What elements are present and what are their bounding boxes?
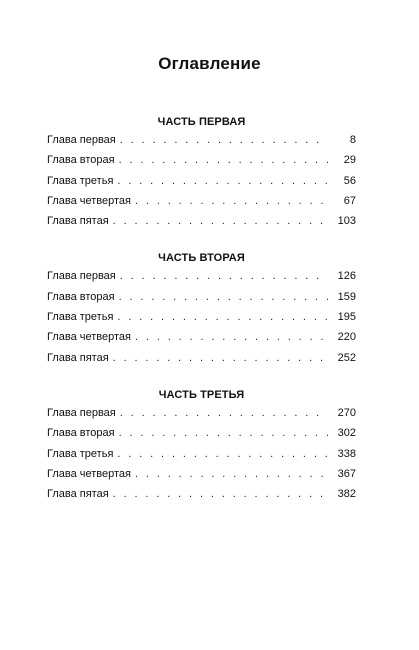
page-number: 382 xyxy=(337,488,356,501)
page-number: 252 xyxy=(337,351,356,364)
toc-entry[interactable] xyxy=(47,331,356,351)
page-number: 159 xyxy=(337,290,356,303)
page-number: 302 xyxy=(337,427,356,440)
page-number: 103 xyxy=(337,215,356,228)
page-title: Оглавление xyxy=(158,54,261,73)
dot-leader xyxy=(135,331,328,344)
dot-leader xyxy=(119,427,328,440)
chapter-title: Глава третья xyxy=(47,311,114,324)
page-number: 29 xyxy=(343,154,356,167)
dot-leader xyxy=(117,448,328,461)
toc-entry[interactable] xyxy=(47,311,356,331)
chapter-list xyxy=(47,270,356,371)
chapter-title: Глава первая xyxy=(47,270,116,283)
toc-entry[interactable] xyxy=(47,291,356,311)
toc-entry[interactable] xyxy=(47,175,356,195)
table-of-contents xyxy=(47,116,356,508)
dot-leader xyxy=(135,195,328,208)
chapter-title: Глава третья xyxy=(47,447,114,460)
chapter-list xyxy=(47,134,356,235)
dot-leader xyxy=(117,311,328,324)
page-number: 220 xyxy=(337,331,356,344)
part-2 xyxy=(47,252,356,371)
chapter-title: Глава четвертая xyxy=(47,194,131,207)
toc-entry[interactable] xyxy=(47,352,356,372)
dot-leader xyxy=(113,215,328,228)
toc-entry[interactable] xyxy=(47,488,356,508)
toc-entry[interactable] xyxy=(47,427,356,447)
page-number: 126 xyxy=(337,270,356,283)
chapter-title: Глава вторая xyxy=(47,154,115,167)
page-number: 270 xyxy=(337,406,356,419)
part-3 xyxy=(47,389,356,508)
chapter-title: Глава первая xyxy=(47,134,116,146)
toc-entry[interactable] xyxy=(47,195,356,215)
page-number: 195 xyxy=(337,311,356,324)
dot-leader xyxy=(135,468,328,481)
dot-leader xyxy=(120,270,328,283)
part-title: ЧАСТЬ ВТОРАЯ xyxy=(158,252,245,265)
part-title: ЧАСТЬ ТРЕТЬЯ xyxy=(158,388,245,401)
part-1 xyxy=(47,116,356,235)
toc-entry[interactable] xyxy=(47,215,356,235)
dot-leader xyxy=(119,154,328,167)
chapter-title: Глава четвертая xyxy=(47,331,131,344)
toc-entry[interactable] xyxy=(47,468,356,488)
dot-leader xyxy=(120,134,328,147)
dot-leader xyxy=(120,407,328,420)
chapter-title: Глава четвертая xyxy=(47,467,131,480)
dot-leader xyxy=(113,352,328,365)
dot-leader xyxy=(119,291,328,304)
dot-leader xyxy=(117,175,328,188)
page-number: 338 xyxy=(337,447,356,460)
page-number: 367 xyxy=(337,467,356,480)
chapter-title: Глава пятая xyxy=(47,351,109,364)
chapter-title: Глава вторая xyxy=(47,290,115,303)
chapter-title: Глава пятая xyxy=(47,215,109,228)
toc-entry[interactable] xyxy=(47,448,356,468)
dot-leader xyxy=(113,488,328,501)
page-number: 67 xyxy=(343,194,356,207)
toc-entry[interactable] xyxy=(47,407,356,427)
toc-entry[interactable] xyxy=(47,270,356,290)
page-number: 56 xyxy=(343,174,356,187)
chapter-title: Глава вторая xyxy=(47,427,115,440)
chapter-title: Глава пятая xyxy=(47,488,109,501)
chapter-list xyxy=(47,407,356,508)
toc-entry[interactable] xyxy=(47,154,356,174)
chapter-title: Глава первая xyxy=(47,406,116,419)
page-number: 8 xyxy=(349,134,356,146)
part-title: ЧАСТЬ ПЕРВАЯ xyxy=(157,116,246,128)
chapter-title: Глава третья xyxy=(47,174,114,187)
toc-entry[interactable] xyxy=(47,134,356,154)
